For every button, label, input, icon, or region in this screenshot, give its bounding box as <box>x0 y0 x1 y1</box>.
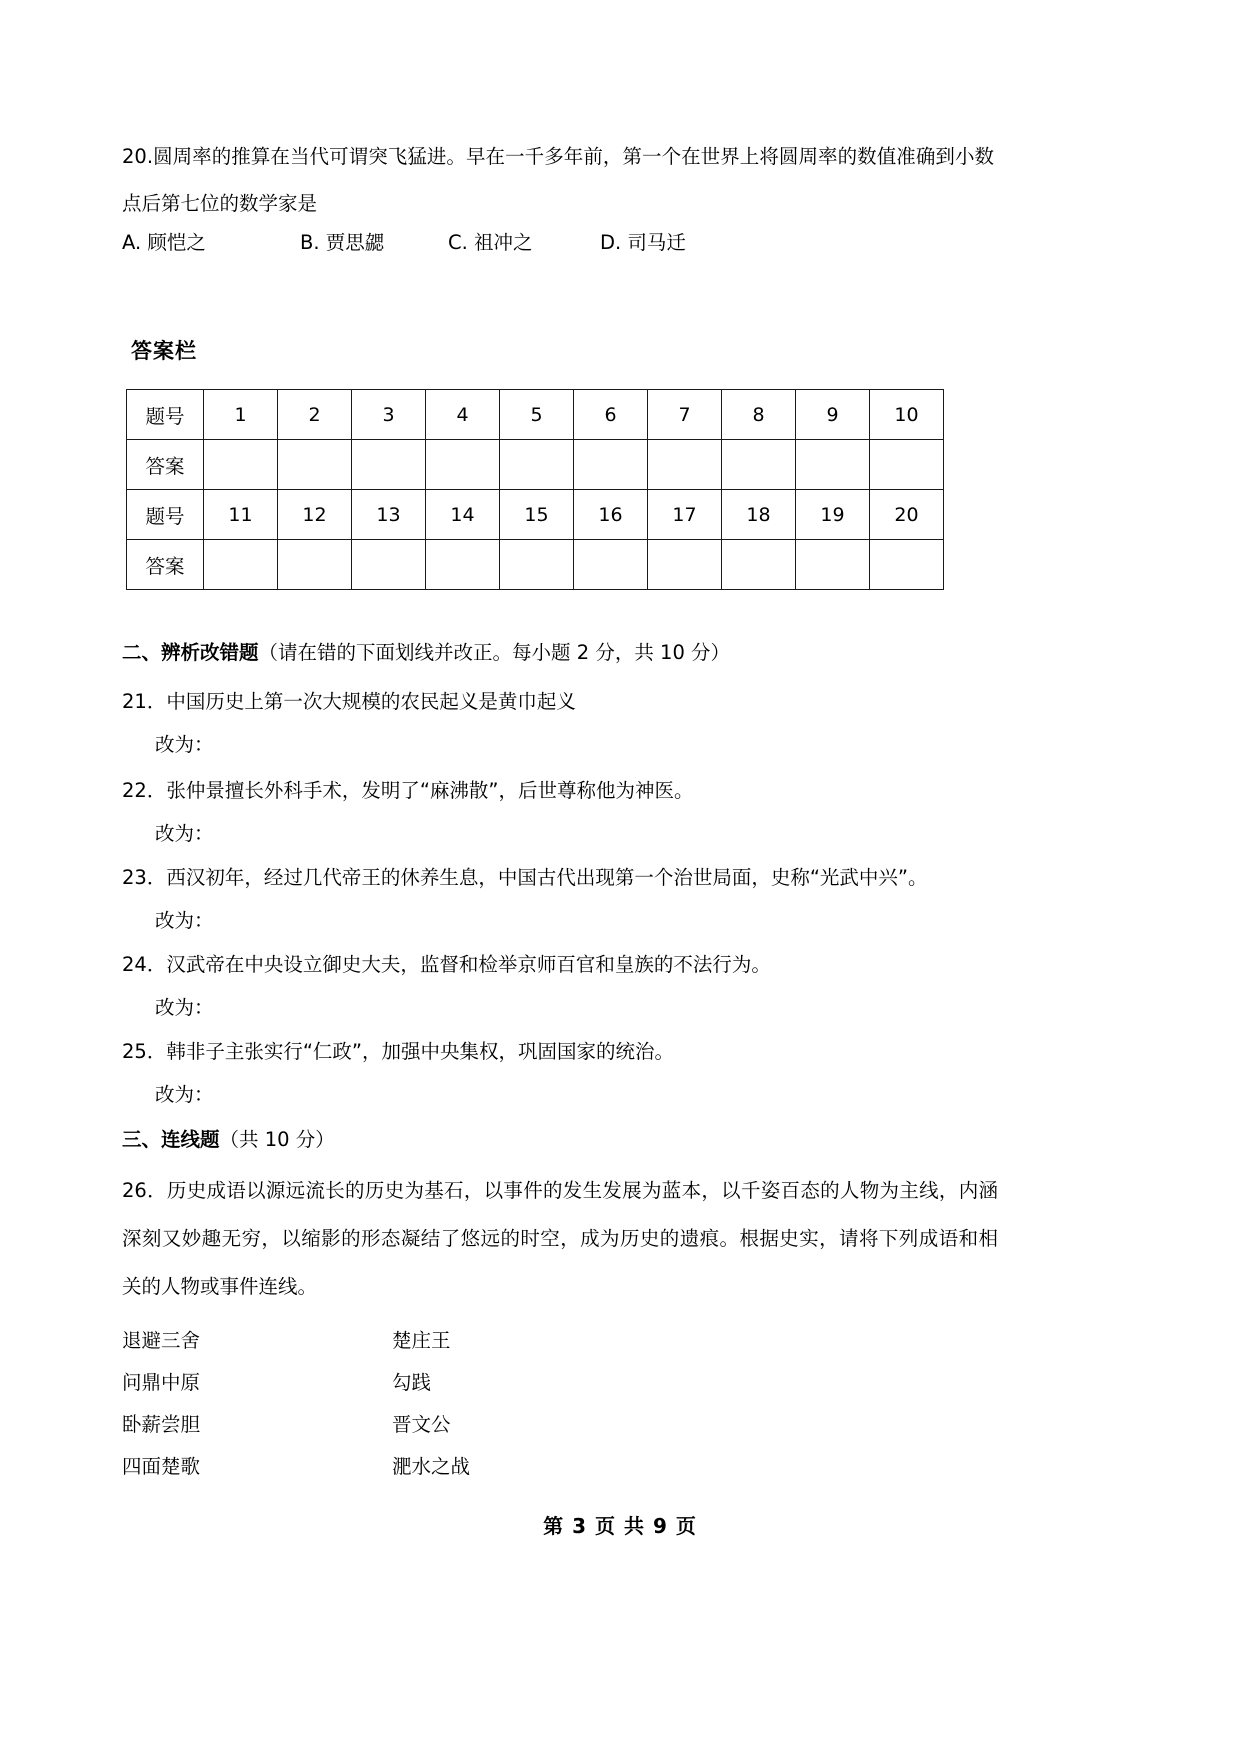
question-24: 24．汉武帝在中央设立御史大夫，监督和检举京师百官和皇族的不法行为。 <box>122 953 771 976</box>
answer-blank-cell[interactable] <box>574 540 648 590</box>
person-or-event-label[interactable]: 晋文公 <box>392 1413 451 1436</box>
person-or-event-label[interactable]: 勾践 <box>392 1371 432 1394</box>
question-22-fix-label[interactable]: 改为： <box>155 822 214 845</box>
idiom-label[interactable]: 退避三舍 <box>122 1329 201 1352</box>
section-3-label: 三、 <box>122 1128 162 1151</box>
answer-blank-cell[interactable] <box>722 540 796 590</box>
question-21: 21．中国历史上第一次大规模的农民起义是黄巾起义 <box>122 690 576 713</box>
list-item <box>122 1404 622 1446</box>
question-25: 25．韩非子主张实行“仁政”，加强中央集权，巩固国家的统治。 <box>122 1040 675 1063</box>
answer-blank-cell[interactable] <box>352 440 426 490</box>
question-22: 22．张仲景擅长外科手术，发明了“麻沸散”，后世尊称他为神医。 <box>122 779 694 802</box>
page-footer: 第 3 页 共 9 页 <box>543 1514 697 1538</box>
question-20 <box>122 133 994 227</box>
row-label-number: 题号 <box>127 490 204 540</box>
question-number-cell: 7 <box>648 390 722 440</box>
question-number-cell: 10 <box>870 390 944 440</box>
question-number-cell: 17 <box>648 490 722 540</box>
section-3-note: （共 10 分） <box>219 1128 335 1151</box>
section-2-heading <box>122 637 730 665</box>
question-number-cell: 6 <box>574 390 648 440</box>
answer-blank-cell[interactable] <box>500 540 574 590</box>
question-20-stem: 20.圆周率的推算在当代可谓突飞猛进。早在一千多年前，第一个在世界上将圆周率的数值准确到小数点后第七位的数学家是 <box>122 145 994 215</box>
section-2-note: （请在错的下面划线并改正。每小题 2 分，共 10 分） <box>258 641 731 664</box>
question-20-options <box>122 228 822 258</box>
answer-blank-cell[interactable] <box>722 440 796 490</box>
question-number-cell: 9 <box>796 390 870 440</box>
answer-column-title: 答案栏 <box>131 339 197 363</box>
question-number-cell: 2 <box>278 390 352 440</box>
matching-list <box>122 1320 622 1488</box>
question-number-cell: 11 <box>204 490 278 540</box>
table-row-numbers-2 <box>127 490 944 540</box>
idiom-label[interactable]: 四面楚歌 <box>122 1455 201 1478</box>
answer-blank-cell[interactable] <box>796 440 870 490</box>
option-a[interactable]: A. 顾恺之 <box>122 231 206 254</box>
section-2-label: 二、 <box>122 641 162 664</box>
question-23: 23．西汉初年，经过几代帝王的休养生息，中国古代出现第一个治世局面，史称“光武中兴”。 <box>122 866 928 889</box>
answer-blank-cell[interactable] <box>278 440 352 490</box>
list-item <box>122 1320 622 1362</box>
answer-blank-cell[interactable] <box>648 440 722 490</box>
answer-grid-table <box>126 389 944 590</box>
question-number-cell: 20 <box>870 490 944 540</box>
question-number-cell: 16 <box>574 490 648 540</box>
question-25-fix-label[interactable]: 改为： <box>155 1083 214 1106</box>
section-2-title: 辨析改错题 <box>161 641 259 664</box>
option-b[interactable]: B. 贾思勰 <box>300 231 385 254</box>
answer-blank-cell[interactable] <box>796 540 870 590</box>
row-label-answer: 答案 <box>127 440 204 490</box>
question-number-cell: 3 <box>352 390 426 440</box>
answer-blank-cell[interactable] <box>648 540 722 590</box>
question-24-fix-label[interactable]: 改为： <box>155 996 214 1019</box>
answer-blank-cell[interactable] <box>204 440 278 490</box>
person-or-event-label[interactable]: 淝水之战 <box>392 1455 471 1478</box>
list-item <box>122 1362 622 1404</box>
answer-blank-cell[interactable] <box>278 540 352 590</box>
question-number-cell: 4 <box>426 390 500 440</box>
question-number-cell: 8 <box>722 390 796 440</box>
table-row-numbers-1 <box>127 390 944 440</box>
answer-blank-cell[interactable] <box>870 540 944 590</box>
question-number-cell: 18 <box>722 490 796 540</box>
answer-blank-cell[interactable] <box>204 540 278 590</box>
idiom-label[interactable]: 卧薪尝胆 <box>122 1413 201 1436</box>
table-row-answers-2 <box>127 540 944 590</box>
idiom-label[interactable]: 问鼎中原 <box>122 1371 201 1394</box>
question-number-cell: 15 <box>500 490 574 540</box>
row-label-answer: 答案 <box>127 540 204 590</box>
question-26: 26．历史成语以源远流长的历史为基石，以事件的发生发展为蓝本，以千姿百态的人物为主线，内涵深刻又妙趣无穷，以缩影的形态凝结了悠远的时空，成为历史的遗痕。根据史实，请将下列成语和相关的人物或事件连线。 <box>122 1179 998 1298</box>
question-23-fix-label[interactable]: 改为： <box>155 909 214 932</box>
option-c[interactable]: C. 祖冲之 <box>448 231 533 254</box>
answer-blank-cell[interactable] <box>574 440 648 490</box>
answer-blank-cell[interactable] <box>426 540 500 590</box>
question-number-cell: 12 <box>278 490 352 540</box>
question-21-fix-label[interactable]: 改为： <box>155 733 214 756</box>
option-d[interactable]: D. 司马迁 <box>600 231 686 254</box>
question-number-cell: 19 <box>796 490 870 540</box>
person-or-event-label[interactable]: 楚庄王 <box>392 1329 451 1352</box>
section-3-title: 连线题 <box>161 1128 220 1151</box>
answer-blank-cell[interactable] <box>870 440 944 490</box>
section-3-heading <box>122 1124 335 1152</box>
row-label-number: 题号 <box>127 390 204 440</box>
question-number-cell: 5 <box>500 390 574 440</box>
question-number-cell: 14 <box>426 490 500 540</box>
question-number-cell: 1 <box>204 390 278 440</box>
table-row-answers-1 <box>127 440 944 490</box>
question-number-cell: 13 <box>352 490 426 540</box>
answer-blank-cell[interactable] <box>500 440 574 490</box>
answer-blank-cell[interactable] <box>426 440 500 490</box>
answer-blank-cell[interactable] <box>352 540 426 590</box>
list-item <box>122 1446 622 1488</box>
